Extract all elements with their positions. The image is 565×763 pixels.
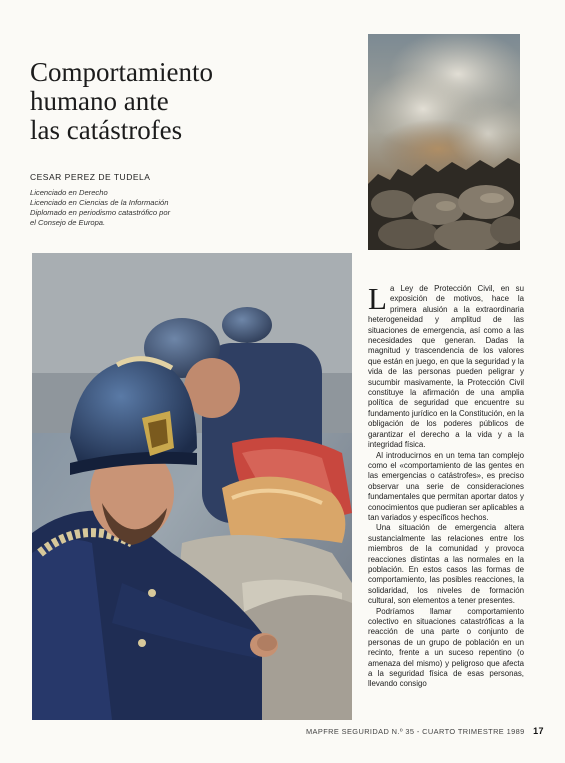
title-line: las catástrofes bbox=[30, 115, 183, 145]
title-line: Comportamiento bbox=[30, 57, 213, 87]
publication-info: MAPFRE SEGURIDAD N.º 35 - CUARTO TRIMESTRE 1989 bbox=[306, 727, 525, 736]
paragraph-text: a Ley de Protección Civil, en su exposición de motivos, hace la primera alusión a la extraordinaria heterogeneidad y amplitud de las situaciones de emergencia, así como a las necesidades que generan. Dadas la magnitud y trascendencia de los valores que están en juego, en que la seguridad y la vida de las personas pueden peligrar y sucumbir masivamente, la Protección Civil constituye la afirmación de una amplia política de seguridad que encuentre su fundamento jurídico en la Constitución, en la obligación de los poderes públicos de garantizar el derecho a la vida y a la integridad física. bbox=[368, 284, 524, 450]
drop-cap: L bbox=[368, 281, 387, 316]
page-footer bbox=[306, 726, 544, 736]
forest-fire-photo bbox=[368, 34, 520, 250]
page-number: 17 bbox=[533, 726, 544, 736]
paragraph: Podríamos llamar comportamiento colectivo en situaciones catastróficas a la reacción de una parte o conjunto de personas de un grupo de población en un recinto, frente a un suceso repentino (o amenaza del mismo) y peligroso que afecta a la seguridad física de esas personas, llevando consigo bbox=[368, 606, 524, 689]
firefighters-photo bbox=[32, 253, 352, 720]
firefighters-image bbox=[32, 253, 352, 720]
bio-line: Licenciado en Ciencias de la Información bbox=[30, 198, 169, 207]
bio-line: Licenciado en Derecho bbox=[30, 188, 108, 197]
author-bio bbox=[30, 188, 230, 228]
article-title bbox=[30, 58, 350, 145]
paragraph bbox=[368, 281, 524, 451]
forest-fire-image bbox=[368, 34, 520, 250]
bio-line: el Consejo de Europa. bbox=[30, 218, 106, 227]
article-body bbox=[368, 281, 524, 690]
title-line: humano ante bbox=[30, 86, 169, 116]
paragraph: Al introducirnos en un tema tan complejo como el «comportamiento de las gentes en las emergencias o catástrofes», es preciso observar una serie de consideraciones fundamentales que permitan aportar datos y conocimientos que pudieran ser aplicables a tan variados y específicos hechos. bbox=[368, 450, 524, 522]
author-name: CESAR PEREZ DE TUDELA bbox=[30, 172, 151, 182]
bio-line: Diplomado en periodismo catastrófico por bbox=[30, 208, 171, 217]
paragraph: Una situación de emergencia altera sustancialmente las relaciones entre los miembros de la comunidad y provoca reacciones distintas a las normales en la población. En estos casos las formas de comportamiento, las posibles reacciones, la solidaridad, los niveles de formación cultural, son elementos a tener presentes. bbox=[368, 523, 524, 606]
